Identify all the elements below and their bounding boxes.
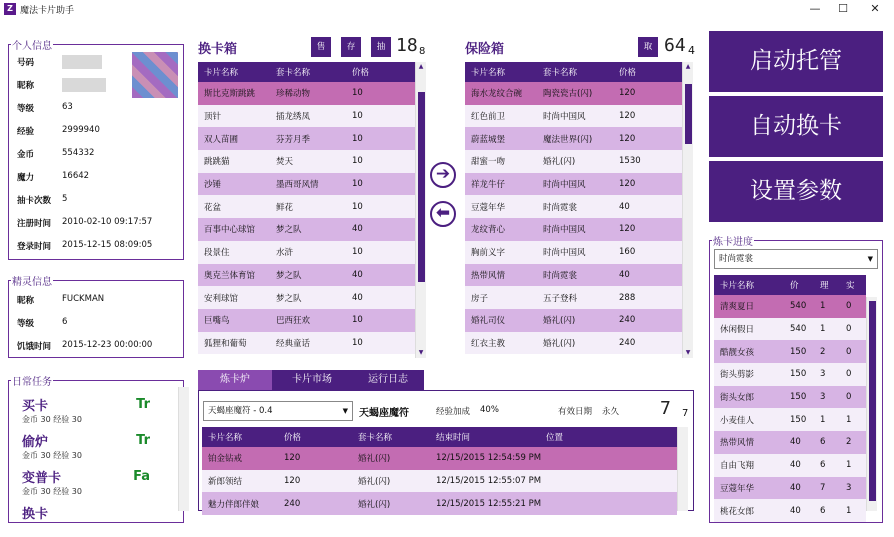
table-cell: 清爽夏日 [714,295,784,318]
table-cell: 焚天 [270,150,346,173]
table-cell: 3 [840,477,866,500]
table-row[interactable] [198,82,415,105]
refine-set-select[interactable] [714,249,878,269]
store-button[interactable]: 存 [341,37,361,57]
table-row[interactable] [198,332,415,355]
table-cell: 0 [840,295,866,318]
table-cell: 梦之队 [270,218,346,241]
daily-task-item [22,467,184,501]
daily-task-name: 换卡 [22,507,49,522]
table-row[interactable] [198,173,415,196]
masked-number [62,55,102,69]
safe-col-name: 卡片名称 [465,62,537,82]
table-cell: 10 [346,82,415,105]
exchange-count: 18 [396,35,418,56]
table-cell: 红色前卫 [465,105,537,128]
personal-field-value: 5 [62,194,68,204]
daily-task-item [22,503,184,537]
refine-progress-legend: 炼卡进度 [713,237,753,248]
table-cell: 120 [613,173,682,196]
table-cell: 40 [784,454,814,477]
safe-col-price: 价格 [613,62,682,82]
table-cell: 10 [346,332,415,355]
table-cell: 10 [346,195,415,218]
furnace-card-name: 天蝎座魔符 [359,408,409,419]
table-cell: 6 [814,454,840,477]
table-row[interactable] [714,363,866,386]
table-row[interactable] [465,173,682,196]
move-to-exchange-arrow-icon[interactable]: ⬅ [430,201,456,227]
table-row[interactable] [198,309,415,332]
table-row[interactable] [465,332,682,355]
scroll-down-icon[interactable]: ▼ [418,349,424,356]
table-cell: 1 [840,499,866,522]
refine-scroll-thumb[interactable] [869,301,876,501]
table-cell: 12/15/2015 12:54:59 PM [430,447,540,470]
table-cell: 40 [784,499,814,522]
exp-bonus-label: 经验加成 [436,407,471,417]
table-cell: 0 [840,386,866,409]
table-row[interactable] [714,295,866,318]
table-cell: 1 [840,408,866,431]
table-row[interactable] [202,492,677,515]
table-cell: 墨西哥风情 [270,173,346,196]
table-cell: 时尚霓裳 [537,195,613,218]
table-cell: 6 [814,431,840,454]
table-row[interactable] [714,408,866,431]
table-cell: 2 [840,431,866,454]
daily-task-status: Fa [133,469,150,484]
table-cell: 珍稀动物 [270,82,346,105]
table-cell: 150 [784,386,814,409]
refine-col-price: 价 [784,275,814,295]
daily-tasks-scrollbar[interactable] [178,387,189,511]
table-cell: 0 [840,363,866,386]
table-cell: 10 [346,105,415,128]
table-cell: 240 [278,492,352,515]
spirit-field-label: 饥饿时间 [17,342,52,352]
spirit-field-value: 2015-12-23 00:00:00 [62,340,153,350]
table-cell: 房子 [465,286,537,309]
daily-task-status: Tr [136,433,150,448]
valid-date-value: 永久 [602,407,620,417]
table-cell: 花盆 [198,195,270,218]
furnace-col-pos: 位置 [540,427,677,447]
table-cell: 1 [814,295,840,318]
table-cell: 时尚中国风 [537,173,613,196]
table-cell: 160 [613,241,682,264]
furnace-scrollbar[interactable] [677,427,688,511]
furnace-capacity: 7 [682,408,689,419]
table-cell: 40 [346,218,415,241]
table-row[interactable] [198,195,415,218]
table-cell: 桃花女郎 [714,499,784,522]
table-cell: 2 [814,340,840,363]
draw-button[interactable]: 抽 [371,37,391,57]
table-cell: 热带风情 [465,264,537,287]
table-cell: 蔚蓝城堡 [465,127,537,150]
spirit-info-legend: 精灵信息 [12,277,52,288]
personal-field-value: 2010-02-10 09:17:57 [62,217,153,227]
table-row[interactable] [465,241,682,264]
table-cell: 休闲假日 [714,318,784,341]
table-cell: 顶针 [198,105,270,128]
table-row[interactable] [198,218,415,241]
table-cell: 240 [613,332,682,355]
exchange-scrollbar[interactable] [415,62,426,358]
daily-task-reward: 金币 30 经验 30 [22,451,82,460]
table-cell: 120 [613,105,682,128]
tab-card-market[interactable]: 卡片市场 [272,370,352,390]
table-row[interactable] [714,318,866,341]
daily-task-item [22,431,184,465]
daily-task-status: Tr [136,397,150,412]
masked-nickname [62,78,106,92]
table-cell [540,492,677,515]
exchange-capacity: 8 [419,46,426,57]
furnace-col-price: 价格 [278,427,352,447]
refine-col-name: 卡片名称 [714,275,784,295]
table-cell: 婚礼(闪) [537,150,613,173]
table-cell: 婚礼司仪 [465,309,537,332]
table-row[interactable] [198,241,415,264]
tab-run-log[interactable]: 运行日志 [352,370,424,390]
table-cell: 婚礼(闪) [352,492,430,515]
table-cell: 自由飞翔 [714,454,784,477]
personal-field-label: 登录时间 [17,242,52,252]
table-cell: 五子登科 [537,286,613,309]
personal-field-value: 2999940 [62,125,100,135]
table-cell: 豆蔻年华 [714,477,784,500]
chevron-down-icon: ▼ [342,407,348,415]
table-cell: 1 [814,408,840,431]
sell-button[interactable]: 售 [311,37,331,57]
table-cell: 街头剪影 [714,363,784,386]
valid-date-label: 有效日期 [558,407,593,417]
table-cell: 3 [814,386,840,409]
personal-field-label: 经验 [17,127,35,137]
daily-tasks-list [10,387,180,522]
take-button[interactable]: 取 [638,37,658,57]
exp-bonus-value: 40% [480,405,499,415]
table-cell: 时尚中国风 [537,105,613,128]
table-cell: 0 [840,340,866,363]
table-row[interactable] [465,195,682,218]
refine-col-theory: 理 [814,275,840,295]
table-row[interactable] [714,454,866,477]
table-cell: 双人苗圃 [198,127,270,150]
start-auto-host-button[interactable]: 启动托管 [709,31,883,92]
table-cell: 魔法世界(闪) [537,127,613,150]
table-row[interactable] [714,340,866,363]
safe-capacity: 4 [688,44,695,57]
window-title: 魔法卡片助手 [20,6,75,16]
table-cell: 时尚中国风 [537,241,613,264]
table-row[interactable] [465,218,682,241]
table-cell: 7 [814,477,840,500]
table-cell: 狐狸和葡萄 [198,332,270,355]
table-cell: 0 [840,318,866,341]
table-row[interactable] [198,127,415,150]
scroll-down-icon[interactable]: ▼ [685,349,691,356]
personal-field-value: 554332 [62,148,95,158]
table-cell: 540 [784,318,814,341]
daily-task-reward: 金币 30 经验 30 [22,487,82,496]
maximize-button[interactable]: ☐ [838,2,848,15]
tab-furnace[interactable]: 炼卡炉 [198,370,272,390]
table-cell: 安利球馆 [198,286,270,309]
table-cell: 150 [784,340,814,363]
table-cell: 240 [613,309,682,332]
table-row[interactable] [465,264,682,287]
table-cell: 奥克兰体育馆 [198,264,270,287]
title-bar [0,0,894,18]
table-cell: 120 [278,470,352,493]
minimize-button[interactable]: — [809,2,821,15]
table-cell: 斯比克斯跳跳 [198,82,270,105]
table-cell: 插龙绣凤 [270,105,346,128]
table-cell: 胸前义字 [465,241,537,264]
table-cell: 1 [840,454,866,477]
furnace-col-set: 套卡名称 [352,427,430,447]
personal-field-value: 2015-12-15 08:09:05 [62,240,153,250]
personal-field-label: 等级 [17,104,35,114]
table-cell: 12/15/2015 12:55:21 PM [430,492,540,515]
settings-button[interactable]: 设置参数 [709,161,883,222]
table-cell: 梦之队 [270,286,346,309]
safe-col-set: 套卡名称 [537,62,613,82]
furnace-col-end: 结束时间 [430,427,540,447]
table-cell: 祥龙牛仔 [465,173,537,196]
personal-info-legend: 个人信息 [12,41,52,52]
safe-scrollbar[interactable] [682,62,693,358]
table-cell: 酷靓女孩 [714,340,784,363]
table-cell: 海水龙纹合碗 [465,82,537,105]
exchange-box-title: 换卡箱 [198,42,238,57]
furnace-count: 7 [660,398,671,419]
table-cell: 120 [613,127,682,150]
table-cell: 1 [814,318,840,341]
table-cell: 魅力伴郎伴娘 [202,492,278,515]
exchange-col-name: 卡片名称 [198,62,270,82]
table-cell: 巴西狂欢 [270,309,346,332]
personal-field-label: 魔力 [17,173,35,183]
personal-field-label: 金币 [17,150,35,160]
table-cell: 时尚中国风 [537,218,613,241]
spirit-field-value: 6 [62,317,68,327]
exchange-col-price: 价格 [346,62,415,82]
table-cell [540,470,677,493]
table-cell: 150 [784,363,814,386]
app-icon: Z [4,3,16,15]
chevron-down-icon: ▼ [867,255,873,263]
table-cell: 段景住 [198,241,270,264]
table-cell: 288 [613,286,682,309]
spirit-field-value: FUCKMAN [62,294,105,304]
daily-task-name: 偷炉 [22,435,49,450]
table-cell: 40 [613,264,682,287]
table-cell: 龙纹背心 [465,218,537,241]
personal-field-label: 注册时间 [17,219,52,229]
table-row[interactable] [198,105,415,128]
table-row[interactable] [465,82,682,105]
move-to-safe-arrow-icon[interactable]: ➔ [430,162,456,188]
daily-task-name: 买卡 [22,399,49,414]
table-row[interactable] [714,477,866,500]
table-cell: 陶瓷瓷古(闪) [537,82,613,105]
exchange-table [198,62,415,354]
table-cell: 婚礼(闪) [352,470,430,493]
refine-table [714,275,866,522]
table-cell: 小麦佳人 [714,408,784,431]
avatar [132,52,178,98]
table-cell: 经典童话 [270,332,346,355]
scroll-up-icon[interactable]: ▲ [685,63,691,70]
table-cell: 水浒 [270,241,346,264]
personal-field-label: 号码 [17,58,35,68]
personal-field-value: 16642 [62,171,90,181]
table-cell: 甜蜜一吻 [465,150,537,173]
table-cell: 120 [613,218,682,241]
personal-field-value: 63 [62,102,73,112]
table-row[interactable] [465,309,682,332]
table-cell: 街头女郎 [714,386,784,409]
table-cell: 红衣主教 [465,332,537,355]
table-cell: 3 [814,363,840,386]
table-cell: 40 [784,477,814,500]
table-row[interactable] [465,105,682,128]
refine-scrollbar[interactable] [866,297,877,511]
table-cell: 10 [346,127,415,150]
scroll-up-icon[interactable]: ▲ [418,63,424,70]
safe-count: 64 [664,35,686,56]
table-row[interactable] [198,264,415,287]
table-row[interactable] [465,286,682,309]
exchange-col-set: 套卡名称 [270,62,346,82]
table-cell: 150 [784,408,814,431]
table-cell: 40 [346,264,415,287]
table-cell: 12/15/2015 12:55:07 PM [430,470,540,493]
table-row[interactable] [714,431,866,454]
personal-field-label: 抽卡次数 [17,196,52,206]
auto-exchange-button[interactable]: 自动换卡 [709,96,883,157]
table-cell: 120 [613,82,682,105]
table-cell: 40 [613,195,682,218]
exchange-scroll-thumb[interactable] [418,92,425,282]
table-cell: 540 [784,295,814,318]
table-cell: 10 [346,309,415,332]
table-cell: 120 [278,447,352,470]
furnace-card-select[interactable] [203,401,353,421]
spirit-field-label: 等级 [17,319,35,329]
table-cell: 10 [346,150,415,173]
table-row[interactable] [202,470,677,493]
table-cell: 跳跳猫 [198,150,270,173]
safe-box-title: 保险箱 [465,42,505,57]
close-button[interactable]: ✕ [870,2,880,15]
table-cell: 鲜花 [270,195,346,218]
table-cell: 10 [346,241,415,264]
refine-col-actual: 实 [840,275,866,295]
table-cell: 铂金钻戒 [202,447,278,470]
table-cell: 10 [346,173,415,196]
table-cell: 沙锤 [198,173,270,196]
table-cell: 巨嘴鸟 [198,309,270,332]
personal-field-label: 昵称 [17,81,35,91]
daily-task-name: 变普卡 [22,471,62,486]
table-cell: 百事中心球馆 [198,218,270,241]
table-cell: 40 [784,431,814,454]
daily-task-item [22,395,184,429]
table-cell: 芬芳月季 [270,127,346,150]
table-cell: 豆蔻年华 [465,195,537,218]
table-cell: 6 [814,499,840,522]
table-row[interactable] [198,150,415,173]
table-cell: 热带风情 [714,431,784,454]
table-cell: 梦之队 [270,264,346,287]
table-cell: 时尚霓裳 [537,264,613,287]
table-cell: 婚礼(闪) [352,447,430,470]
table-cell: 婚礼(闪) [537,332,613,355]
spirit-field-label: 昵称 [17,296,35,306]
furnace-card-value: 天蝎座魔符 - 0.4 [208,406,273,416]
table-row[interactable] [465,150,682,173]
daily-task-reward: 金币 30 经验 30 [22,415,82,424]
table-cell: 婚礼(闪) [537,309,613,332]
table-row[interactable] [198,286,415,309]
table-cell: 40 [346,286,415,309]
table-cell [540,447,677,470]
safe-table [465,62,682,354]
table-row[interactable] [202,447,677,470]
table-row[interactable] [465,127,682,150]
table-row[interactable] [714,499,866,522]
table-cell: 1530 [613,150,682,173]
safe-scroll-thumb[interactable] [685,84,692,144]
refine-set-value: 时尚霓裳 [719,254,754,264]
table-row[interactable] [714,386,866,409]
furnace-table [202,427,677,515]
furnace-col-name: 卡片名称 [202,427,278,447]
daily-tasks-legend: 日常任务 [12,377,52,388]
table-cell: 新郎领结 [202,470,278,493]
